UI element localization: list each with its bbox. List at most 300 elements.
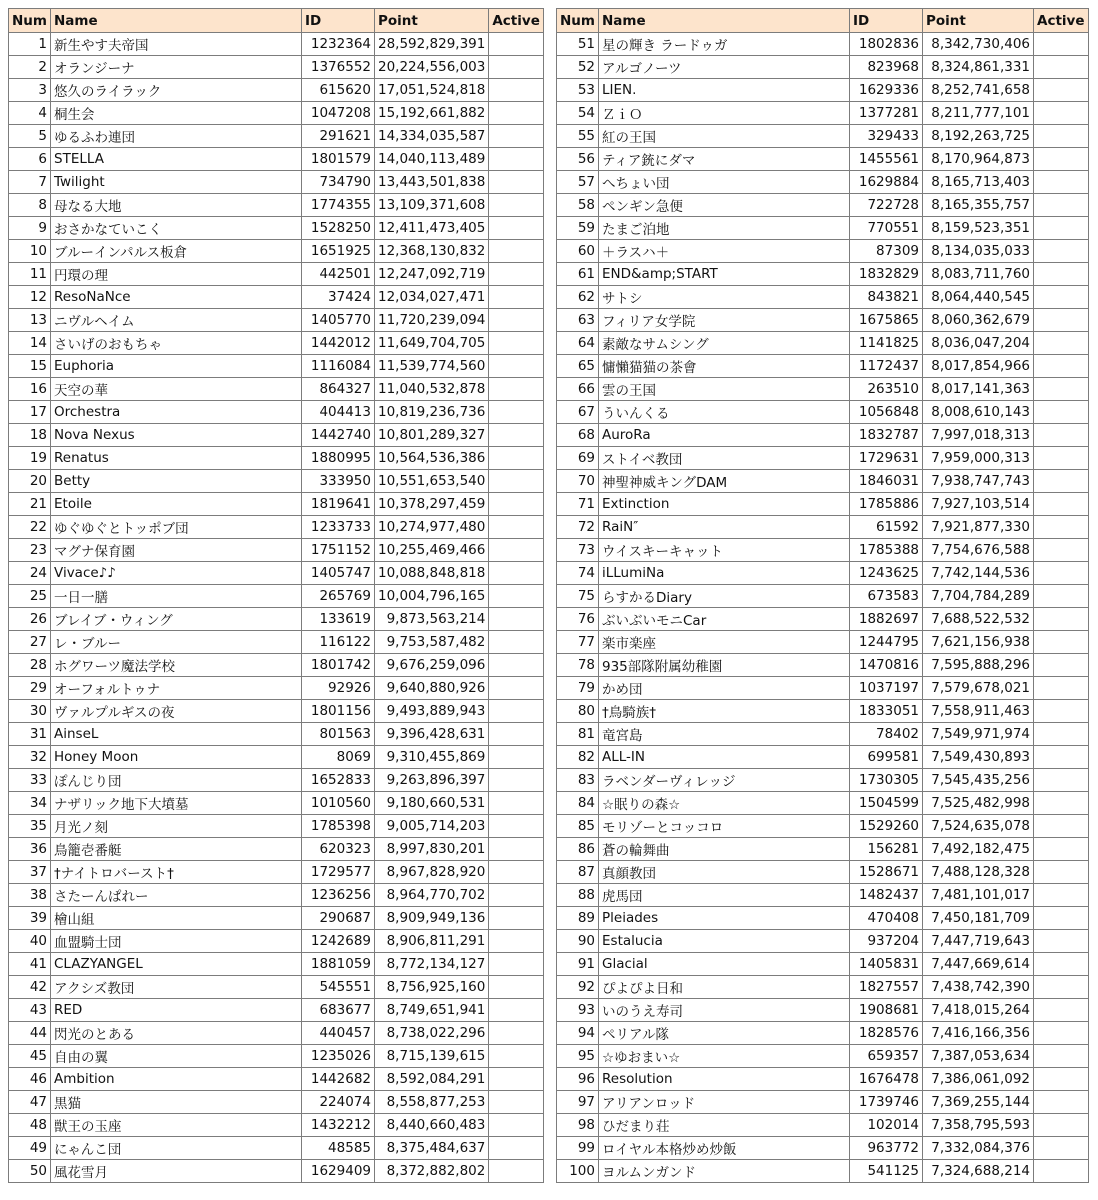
point-cell: 8,772,134,127 — [375, 953, 489, 976]
name-cell: ゆぐゆぐとトッポブ団 — [51, 516, 302, 539]
table-row — [9, 33, 544, 56]
name-cell: 血盟騎士団 — [51, 930, 302, 953]
active-cell — [489, 171, 544, 194]
name-cell: ALL-IN — [599, 746, 850, 769]
table-row — [557, 976, 1089, 999]
id-cell: 770551 — [850, 217, 923, 240]
table-row — [9, 1045, 544, 1068]
active-cell — [1034, 401, 1089, 424]
header-num: Num — [9, 9, 51, 33]
name-cell: モリゾーとコッコロ — [599, 815, 850, 838]
point-cell: 9,493,889,943 — [375, 700, 489, 723]
active-cell — [489, 309, 544, 332]
active-cell — [1034, 148, 1089, 171]
active-cell — [1034, 125, 1089, 148]
table-row — [9, 171, 544, 194]
point-cell: 12,247,092,719 — [375, 263, 489, 286]
active-cell — [489, 631, 544, 654]
table-row — [9, 953, 544, 976]
rank-cell: 85 — [557, 815, 599, 838]
rank-cell: 59 — [557, 217, 599, 240]
rank-cell: 22 — [9, 516, 51, 539]
name-cell: 素敵なサムシング — [599, 332, 850, 355]
id-cell: 620323 — [302, 838, 375, 861]
point-cell: 8,324,861,331 — [923, 56, 1034, 79]
point-cell: 7,447,669,614 — [923, 953, 1034, 976]
active-cell — [489, 194, 544, 217]
point-cell: 8,017,854,966 — [923, 355, 1034, 378]
rank-cell: 27 — [9, 631, 51, 654]
id-cell: 1047208 — [302, 102, 375, 125]
point-cell: 8,342,730,406 — [923, 33, 1034, 56]
rank-cell: 3 — [9, 79, 51, 102]
id-cell: 722728 — [850, 194, 923, 217]
id-cell: 92926 — [302, 677, 375, 700]
name-cell: Etoile — [51, 493, 302, 516]
header-num: Num — [557, 9, 599, 33]
table-row — [557, 447, 1089, 470]
rank-cell: 11 — [9, 263, 51, 286]
point-cell: 10,274,977,480 — [375, 516, 489, 539]
id-cell: 1819641 — [302, 493, 375, 516]
point-cell: 8,165,713,403 — [923, 171, 1034, 194]
point-cell: 7,621,156,938 — [923, 631, 1034, 654]
rank-cell: 26 — [9, 608, 51, 631]
rank-cell: 6 — [9, 148, 51, 171]
name-cell: オーフォルトゥナ — [51, 677, 302, 700]
active-cell — [1034, 654, 1089, 677]
rank-cell: 97 — [557, 1091, 599, 1114]
id-cell: 1832829 — [850, 263, 923, 286]
table-row — [9, 585, 544, 608]
id-cell: 1405770 — [302, 309, 375, 332]
rank-cell: 99 — [557, 1137, 599, 1160]
name-cell: 雲の王国 — [599, 378, 850, 401]
rank-cell: 21 — [9, 493, 51, 516]
id-cell: 864327 — [302, 378, 375, 401]
rank-cell: 32 — [9, 746, 51, 769]
rank-cell: 36 — [9, 838, 51, 861]
point-cell: 10,004,796,165 — [375, 585, 489, 608]
point-cell: 10,255,469,466 — [375, 539, 489, 562]
id-cell: 1242689 — [302, 930, 375, 953]
active-cell — [489, 447, 544, 470]
point-cell: 9,263,896,397 — [375, 769, 489, 792]
active-cell — [489, 1160, 544, 1183]
active-cell — [1034, 33, 1089, 56]
id-cell: 937204 — [850, 930, 923, 953]
rank-cell: 44 — [9, 1022, 51, 1045]
rank-cell: 33 — [9, 769, 51, 792]
table-row — [9, 148, 544, 171]
active-cell — [489, 1068, 544, 1091]
name-cell: 母なる大地 — [51, 194, 302, 217]
name-cell: いのうえ寿司 — [599, 999, 850, 1022]
rank-cell: 52 — [557, 56, 599, 79]
rank-cell: 57 — [557, 171, 599, 194]
active-cell — [489, 56, 544, 79]
name-cell: ResoNaNce — [51, 286, 302, 309]
name-cell: ☆眠りの森☆ — [599, 792, 850, 815]
name-cell: 新生やす夫帝国 — [51, 33, 302, 56]
name-cell: フィリア女学院 — [599, 309, 850, 332]
point-cell: 10,564,536,386 — [375, 447, 489, 470]
point-cell: 7,447,719,643 — [923, 930, 1034, 953]
point-cell: 8,252,741,658 — [923, 79, 1034, 102]
point-cell: 12,411,473,405 — [375, 217, 489, 240]
active-cell — [489, 999, 544, 1022]
active-cell — [1034, 539, 1089, 562]
name-cell: ういんくる — [599, 401, 850, 424]
id-cell: 1377281 — [850, 102, 923, 125]
point-cell: 8,036,047,204 — [923, 332, 1034, 355]
name-cell: ぴよぴよ日和 — [599, 976, 850, 999]
rank-cell: 72 — [557, 516, 599, 539]
id-cell: 1236256 — [302, 884, 375, 907]
rank-cell: 15 — [9, 355, 51, 378]
name-cell: 月光ノ刻 — [51, 815, 302, 838]
rank-cell: 4 — [9, 102, 51, 125]
active-cell — [489, 240, 544, 263]
table-row — [9, 286, 544, 309]
active-cell — [489, 976, 544, 999]
active-cell — [1034, 263, 1089, 286]
name-cell: ☆ゆおまい☆ — [599, 1045, 850, 1068]
table-row — [9, 815, 544, 838]
id-cell: 1785398 — [302, 815, 375, 838]
point-cell: 7,358,795,593 — [923, 1114, 1034, 1137]
rank-cell: 35 — [9, 815, 51, 838]
table-row — [557, 677, 1089, 700]
table-row — [557, 332, 1089, 355]
id-cell: 1833051 — [850, 700, 923, 723]
id-cell: 1880995 — [302, 447, 375, 470]
rank-cell: 91 — [557, 953, 599, 976]
rank-cell: 10 — [9, 240, 51, 263]
id-cell: 333950 — [302, 470, 375, 493]
point-cell: 7,688,522,532 — [923, 608, 1034, 631]
point-cell: 7,938,747,743 — [923, 470, 1034, 493]
id-cell: 1528250 — [302, 217, 375, 240]
rank-cell: 54 — [557, 102, 599, 125]
id-cell: 659357 — [850, 1045, 923, 1068]
rank-cell: 79 — [557, 677, 599, 700]
table-row — [9, 723, 544, 746]
active-cell — [489, 700, 544, 723]
table-row — [9, 125, 544, 148]
table-row — [557, 263, 1089, 286]
point-cell: 7,524,635,078 — [923, 815, 1034, 838]
active-cell — [489, 746, 544, 769]
rank-cell: 12 — [9, 286, 51, 309]
id-cell: 801563 — [302, 723, 375, 746]
rank-cell: 38 — [9, 884, 51, 907]
active-cell — [1034, 470, 1089, 493]
id-cell: 87309 — [850, 240, 923, 263]
point-cell: 8,756,925,160 — [375, 976, 489, 999]
name-cell: Honey Moon — [51, 746, 302, 769]
rank-cell: 93 — [557, 999, 599, 1022]
rank-cell: 86 — [557, 838, 599, 861]
table-row — [557, 148, 1089, 171]
rank-cell: 16 — [9, 378, 51, 401]
header-point: Point — [375, 9, 489, 33]
id-cell: 1405831 — [850, 953, 923, 976]
point-cell: 10,378,297,459 — [375, 493, 489, 516]
rank-cell: 58 — [557, 194, 599, 217]
point-cell: 8,060,362,679 — [923, 309, 1034, 332]
active-cell — [1034, 1114, 1089, 1137]
name-cell: STELLA — [51, 148, 302, 171]
name-cell: 風花雪月 — [51, 1160, 302, 1183]
id-cell: 37424 — [302, 286, 375, 309]
point-cell: 11,539,774,560 — [375, 355, 489, 378]
point-cell: 9,310,455,869 — [375, 746, 489, 769]
name-cell: Euphoria — [51, 355, 302, 378]
id-cell: 1037197 — [850, 677, 923, 700]
name-cell: ロイヤル本格炒め炒飯 — [599, 1137, 850, 1160]
point-cell: 7,438,742,390 — [923, 976, 1034, 999]
active-cell — [489, 1091, 544, 1114]
header-row — [557, 9, 1089, 33]
name-cell: 紅の王国 — [599, 125, 850, 148]
name-cell: ＺｉＯ — [599, 102, 850, 125]
active-cell — [489, 792, 544, 815]
rank-cell: 41 — [9, 953, 51, 976]
id-cell: 1785388 — [850, 539, 923, 562]
active-cell — [1034, 562, 1089, 585]
table-row — [557, 539, 1089, 562]
table-row — [9, 769, 544, 792]
rank-cell: 89 — [557, 907, 599, 930]
rank-cell: 24 — [9, 562, 51, 585]
active-cell — [489, 102, 544, 125]
header-name: Name — [599, 9, 850, 33]
rank-cell: 83 — [557, 769, 599, 792]
active-cell — [489, 217, 544, 240]
name-cell: ブレイブ・ウィング — [51, 608, 302, 631]
point-cell: 8,440,660,483 — [375, 1114, 489, 1137]
name-cell: Glacial — [599, 953, 850, 976]
point-cell: 10,088,848,818 — [375, 562, 489, 585]
table-row — [557, 815, 1089, 838]
id-cell: 1482437 — [850, 884, 923, 907]
table-row — [9, 102, 544, 125]
rank-cell: 65 — [557, 355, 599, 378]
id-cell: 683677 — [302, 999, 375, 1022]
rank-cell: 82 — [557, 746, 599, 769]
table-row — [557, 907, 1089, 930]
id-cell: 440457 — [302, 1022, 375, 1045]
active-cell — [1034, 378, 1089, 401]
point-cell: 8,749,651,941 — [375, 999, 489, 1022]
active-cell — [489, 953, 544, 976]
table-row — [557, 493, 1089, 516]
active-cell — [1034, 102, 1089, 125]
active-cell — [489, 332, 544, 355]
point-cell: 10,801,289,327 — [375, 424, 489, 447]
table-row — [557, 838, 1089, 861]
name-cell: ゆるふわ連団 — [51, 125, 302, 148]
table-row — [557, 1045, 1089, 1068]
active-cell — [1034, 1068, 1089, 1091]
rank-cell: 64 — [557, 332, 599, 355]
rank-cell: 50 — [9, 1160, 51, 1183]
table-row — [557, 654, 1089, 677]
rank-cell: 95 — [557, 1045, 599, 1068]
point-cell: 7,492,182,475 — [923, 838, 1034, 861]
rank-cell: 47 — [9, 1091, 51, 1114]
active-cell — [489, 79, 544, 102]
table-row — [557, 723, 1089, 746]
active-cell — [489, 585, 544, 608]
point-cell: 7,959,000,313 — [923, 447, 1034, 470]
active-cell — [489, 125, 544, 148]
active-cell — [1034, 700, 1089, 723]
name-cell: 黒猫 — [51, 1091, 302, 1114]
point-cell: 7,332,084,376 — [923, 1137, 1034, 1160]
point-cell: 9,005,714,203 — [375, 815, 489, 838]
table-row — [9, 516, 544, 539]
header-name: Name — [51, 9, 302, 33]
point-cell: 7,369,255,144 — [923, 1091, 1034, 1114]
point-cell: 28,592,829,391 — [375, 33, 489, 56]
rank-cell: 78 — [557, 654, 599, 677]
name-cell: Nova Nexus — [51, 424, 302, 447]
id-cell: 1232364 — [302, 33, 375, 56]
rank-cell: 31 — [9, 723, 51, 746]
active-cell — [489, 838, 544, 861]
point-cell: 20,224,556,003 — [375, 56, 489, 79]
point-cell: 8,064,440,545 — [923, 286, 1034, 309]
active-cell — [489, 470, 544, 493]
table-row — [9, 746, 544, 769]
rank-cell: 61 — [557, 263, 599, 286]
id-cell: 8069 — [302, 746, 375, 769]
id-cell: 1729631 — [850, 447, 923, 470]
rank-cell: 37 — [9, 861, 51, 884]
table-row — [557, 1068, 1089, 1091]
active-cell — [1034, 769, 1089, 792]
id-cell: 1629336 — [850, 79, 923, 102]
header-active: Active — [489, 9, 544, 33]
header-row — [9, 9, 544, 33]
name-cell: ぽんじり団 — [51, 769, 302, 792]
table-row — [9, 378, 544, 401]
table-row — [557, 631, 1089, 654]
active-cell — [489, 723, 544, 746]
active-cell — [1034, 493, 1089, 516]
active-cell — [1034, 631, 1089, 654]
table-row — [557, 516, 1089, 539]
id-cell: 734790 — [302, 171, 375, 194]
id-cell: 1676478 — [850, 1068, 923, 1091]
name-cell: Vivace♪♪ — [51, 562, 302, 585]
point-cell: 8,964,770,702 — [375, 884, 489, 907]
point-cell: 8,134,035,033 — [923, 240, 1034, 263]
table-row — [9, 792, 544, 815]
id-cell: 1141825 — [850, 332, 923, 355]
name-cell: 獣王の玉座 — [51, 1114, 302, 1137]
active-cell — [489, 424, 544, 447]
point-cell: 8,558,877,253 — [375, 1091, 489, 1114]
point-cell: 7,549,430,893 — [923, 746, 1034, 769]
rank-cell: 48 — [9, 1114, 51, 1137]
point-cell: 7,386,061,092 — [923, 1068, 1034, 1091]
table-row — [9, 355, 544, 378]
table-row — [9, 884, 544, 907]
name-cell: 鳥籠壱番艇 — [51, 838, 302, 861]
active-cell — [1034, 217, 1089, 240]
rank-cell: 68 — [557, 424, 599, 447]
point-cell: 8,967,828,920 — [375, 861, 489, 884]
active-cell — [1034, 930, 1089, 953]
id-cell: 1730305 — [850, 769, 923, 792]
active-cell — [489, 263, 544, 286]
name-cell: 悠久のライラック — [51, 79, 302, 102]
active-cell — [1034, 907, 1089, 930]
rank-cell: 74 — [557, 562, 599, 585]
point-cell: 8,372,882,802 — [375, 1160, 489, 1183]
point-cell: 9,640,880,926 — [375, 677, 489, 700]
name-cell: アルゴノーツ — [599, 56, 850, 79]
rank-cell: 96 — [557, 1068, 599, 1091]
id-cell: 1470816 — [850, 654, 923, 677]
name-cell: CLAZYANGEL — [51, 953, 302, 976]
table-row — [9, 1160, 544, 1183]
name-cell: Pleiades — [599, 907, 850, 930]
rank-cell: 40 — [9, 930, 51, 953]
table-row — [9, 194, 544, 217]
table-row — [9, 1022, 544, 1045]
active-cell — [1034, 677, 1089, 700]
id-cell: 1442740 — [302, 424, 375, 447]
table-row — [9, 1068, 544, 1091]
table-row — [9, 976, 544, 999]
id-cell: 1442682 — [302, 1068, 375, 1091]
active-cell — [1034, 286, 1089, 309]
id-cell: 673583 — [850, 585, 923, 608]
id-cell: 823968 — [850, 56, 923, 79]
rank-cell: 23 — [9, 539, 51, 562]
id-cell: 615620 — [302, 79, 375, 102]
id-cell: 541125 — [850, 1160, 923, 1183]
active-cell — [1034, 447, 1089, 470]
point-cell: 12,034,027,471 — [375, 286, 489, 309]
active-cell — [1034, 171, 1089, 194]
active-cell — [1034, 976, 1089, 999]
rank-cell: 53 — [557, 79, 599, 102]
rank-cell: 19 — [9, 447, 51, 470]
table-row — [557, 217, 1089, 240]
active-cell — [489, 355, 544, 378]
active-cell — [1034, 240, 1089, 263]
name-cell: 虎馬団 — [599, 884, 850, 907]
id-cell: 1675865 — [850, 309, 923, 332]
active-cell — [1034, 79, 1089, 102]
table-row — [9, 631, 544, 654]
rank-cell: 1 — [9, 33, 51, 56]
point-cell: 8,083,711,760 — [923, 263, 1034, 286]
active-cell — [489, 378, 544, 401]
active-cell — [1034, 792, 1089, 815]
id-cell: 1846031 — [850, 470, 923, 493]
table-row — [557, 401, 1089, 424]
id-cell: 1504599 — [850, 792, 923, 815]
rank-cell: 46 — [9, 1068, 51, 1091]
id-cell: 1056848 — [850, 401, 923, 424]
point-cell: 7,545,435,256 — [923, 769, 1034, 792]
